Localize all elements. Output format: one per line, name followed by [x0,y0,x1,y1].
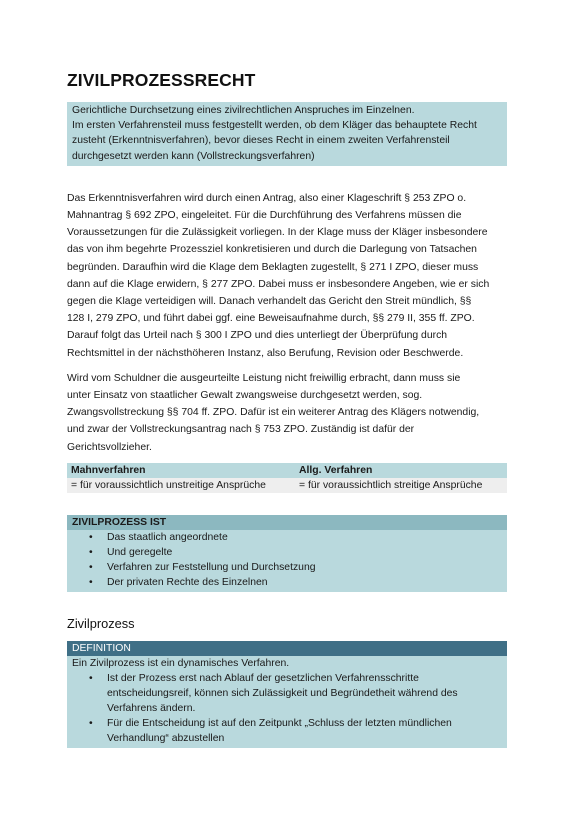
table-header-row [67,463,507,478]
table-row [67,478,507,493]
cell-mahnverfahren: = für voraussichtlich unstreitige Ansprüche [67,478,295,493]
list-item-text: Das staatlich angeordnete [107,531,228,543]
paragraph-line: Darauf folgt das Urteil nach § 300 I ZPO und dies unterliegt der Überprüfung durch [67,330,448,342]
paragraph-erkenntnisverfahren [67,190,507,362]
list-item-text: Der privaten Rechte des Einzelnen [107,576,268,588]
intro-line: Gerichtliche Durchsetzung eines zivilrechtlichen Anspruches im Einzelnen. [72,105,415,116]
list-item [67,530,507,545]
intro-line: zusteht (Erkenntnisverfahren), bevor dieses Recht in einem zweiten Verfahrensteil [72,135,450,147]
bullet-icon: • [89,546,93,558]
intro-line: Im ersten Verfahrensteil muss festgestellt werden, ob dem Kläger das behauptete Recht [72,120,477,132]
paragraph-line: Wird vom Schuldner die ausgeurteilte Leistung nicht freiwillig erbracht, dann muss sie [67,372,461,384]
box-heading: ZIVILPROZESS IST [67,515,507,530]
intro-box [67,102,507,166]
paragraph-line: Das Erkenntnisverfahren wird durch einen Antrag, also einer Klageschrift § 253 ZPO o. [67,192,467,204]
list-item-line: entscheidungsreif, können sich Zulässigkeit und Begründetheit während des [107,687,458,699]
paragraph-line: Mahnantrag § 692 ZPO, eingeleitet. Für die Durchführung des Verfahrens müssen die [67,210,462,222]
paragraph-line: begründen. Daraufhin wird die Klage dem Beklagten zugestellt, § 271 I ZPO, dieser muss [67,261,479,273]
list-item [67,575,507,590]
list-item-line: Verfahrens ändern. [107,702,196,714]
bullet-list [67,671,507,748]
paragraph-line: gegen die Klage verteidigen will. Danach verhandelt das Gericht den Streit mündlich, §§ [67,296,472,308]
paragraph-line: dann auf die Klage erwidern, § 277 ZPO. Dabei muss er insbesondere Angeben, wie er sich [67,278,490,290]
paragraph-line: 128 I, 279 ZPO, und führt dabei ggf. eine Beweisaufnahme durch, §§ 279 II, 355 ff. ZPO. [67,313,475,325]
definition-box [67,641,507,748]
paragraph-line: Voraussetzungen für die Zulässigkeit vorliegen. In der Klage muss der Kläger insbesondere [67,227,488,239]
bullet-list [67,530,507,592]
paragraph-line: Zwangsvollstreckung §§ 704 ff. ZPO. Dafür ist ein weiterer Antrag des Klägers notwendig, [67,407,480,419]
paragraph-line: und zwar der Vollstreckungsantrag nach § 753 ZPO. Zuständig ist dafür der [67,424,415,436]
list-item-line: Ist der Prozess erst nach Ablauf der gesetzlichen Verfahrensschritte [107,672,419,684]
list-item-text: Und geregelte [107,546,173,558]
zivilprozess-ist-box [67,515,507,592]
bullet-icon: • [89,672,93,684]
paragraph-line: Rechtsmittel in der nächsthöheren Instanz, also Berufung, Revision oder Beschwerde. [67,347,464,359]
section-heading: Zivilprozess [67,615,135,631]
paragraph-line: unter Einsatz von staatlicher Gewalt zwangsweise durchgesetzt werden, sog. [67,390,423,402]
paragraph-line: Gerichtsvollzieher. [67,441,152,453]
cell-allg-verfahren: = für voraussichtlich streitige Ansprüche [295,478,507,493]
header-mahnverfahren: Mahnverfahren [67,463,295,478]
paragraph-line: das von ihm begehrte Prozessziel konkretisieren und durch die Darlegung von Tatsachen [67,244,477,256]
header-allg-verfahren: Allg. Verfahren [295,463,507,478]
bullet-icon: • [89,717,93,729]
bullet-icon: • [89,576,93,588]
intro-line: durchgesetzt werden kann (Vollstreckungsverfahren) [72,150,315,162]
definition-text: Ein Zivilprozess ist ein dynamisches Verfahren. [72,657,290,669]
document-page [67,68,507,748]
page-title: ZIVILPROZESSRECHT [67,70,256,90]
list-item [67,716,507,746]
list-item-text: Verfahren zur Feststellung und Durchsetzung [107,561,316,573]
bullet-icon: • [89,531,93,543]
list-item-line: Verhandlung“ abzustellen [107,732,225,744]
bullet-icon: • [89,561,93,573]
comparison-table [67,463,507,493]
list-item [67,671,507,716]
list-item [67,560,507,575]
list-item-line: Für die Entscheidung ist auf den Zeitpunkt „Schluss der letzten mündlichen [107,717,452,729]
box-heading: DEFINITION [67,641,507,656]
list-item [67,545,507,560]
paragraph-zwangsvollstreckung [67,370,507,456]
